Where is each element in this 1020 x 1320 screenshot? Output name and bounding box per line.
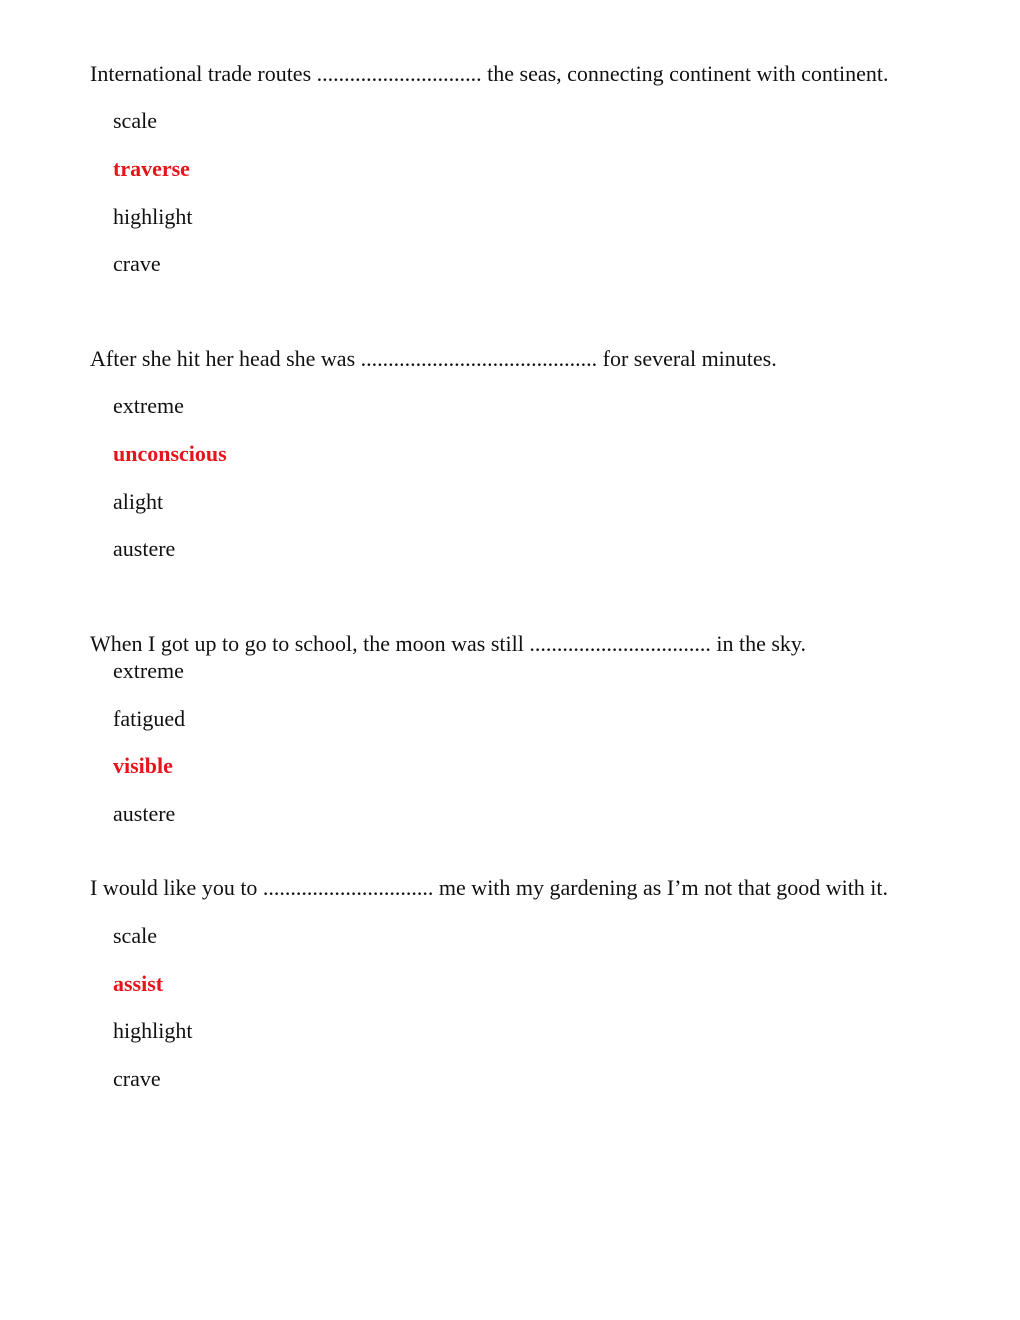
question-stem: When I got up to go to school, the moon was still ................................. in the sky. xyxy=(90,631,806,656)
answer-option-correct: visible xyxy=(113,753,173,778)
answer-option: highlight xyxy=(113,1018,193,1043)
answer-option: extreme xyxy=(113,658,184,683)
answer-option-correct: traverse xyxy=(113,156,190,181)
answer-option: scale xyxy=(113,108,157,133)
answer-option: alight xyxy=(113,489,164,514)
answer-option: highlight xyxy=(113,204,193,229)
question-stem: After she hit her head she was ........................................... for several minutes. xyxy=(90,346,777,371)
answer-option: crave xyxy=(113,1066,161,1091)
question-stem: I would like you to ............................... me with my gardening as I’m not that good with it. xyxy=(90,875,889,900)
answer-option-correct: assist xyxy=(113,971,164,996)
answer-option: crave xyxy=(113,251,161,276)
answer-option: fatigued xyxy=(113,706,186,731)
answer-option: scale xyxy=(113,923,157,948)
answer-option: extreme xyxy=(113,393,184,418)
answer-option: austere xyxy=(113,801,176,826)
question-stem: International trade routes .............................. the seas, connecting continent with continent. xyxy=(90,61,889,86)
answer-option-correct: unconscious xyxy=(113,441,227,466)
answer-option: austere xyxy=(113,536,176,561)
